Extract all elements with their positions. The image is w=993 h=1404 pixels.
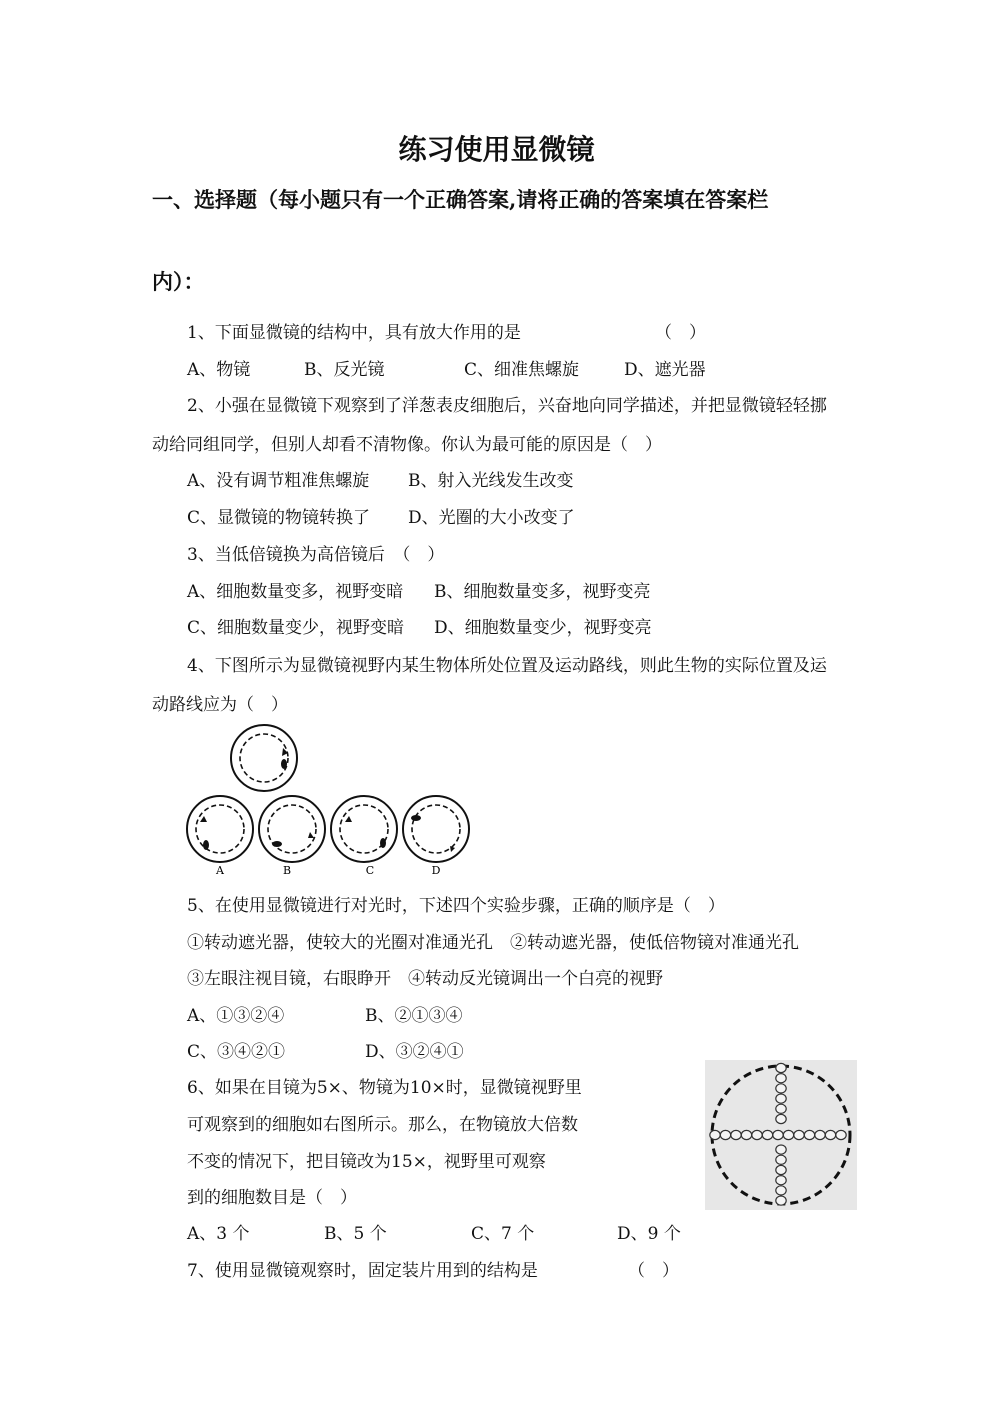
q5-steps-line1: ①转动遮光器，使较大的光圈对准通光孔 ②转动遮光器，使低倍物镜对准通光孔 — [187, 933, 799, 953]
field-view-option-c — [331, 796, 397, 862]
q3-option-d: D、细胞数量变少，视野变亮 — [434, 618, 652, 638]
cell — [776, 1155, 786, 1164]
q2-text-line1: 2、小强在显微镜下观察到了洋葱表皮细胞后，兴奋地向同学描述，并把显微镜轻轻挪 — [187, 396, 827, 416]
q5-steps-line2: ③左眼注视目镜，右眼睁开 ④转动反光镜调出一个白亮的视野 — [187, 969, 663, 989]
cell — [731, 1130, 741, 1139]
cell — [776, 1063, 786, 1072]
q6-text-line3: 不变的情况下，把目镜改为15×，视野里可观察 — [187, 1152, 546, 1172]
cell — [815, 1130, 825, 1139]
q3-option-a: A、细胞数量变多，视野变暗 — [187, 582, 404, 602]
cell — [776, 1145, 786, 1154]
section-heading-line1: 一、选择题（每小题只有一个正确答案,请将正确的答案填在答案栏 — [152, 187, 769, 212]
q1-answer-paren: （ ） — [655, 323, 706, 343]
cell — [720, 1130, 730, 1139]
field-view-original — [231, 725, 297, 791]
page-title: 练习使用显微镜 — [398, 133, 595, 166]
cell — [836, 1130, 846, 1139]
cell — [776, 1084, 786, 1093]
cell — [783, 1130, 793, 1139]
q7-text: 7、使用显微镜观察时，固定装片用到的结构是 — [187, 1261, 538, 1281]
q6-cell-field-figure — [705, 1060, 857, 1210]
cell — [762, 1130, 772, 1139]
q6-text-line2: 可观察到的细胞如右图所示。那么，在物镜放大倍数 — [187, 1115, 578, 1135]
q5-option-a: A、①③②④ — [187, 1006, 285, 1026]
q6-option-b: B、5 个 — [324, 1224, 387, 1244]
q6-option-c: C、7 个 — [471, 1224, 535, 1244]
cell — [741, 1130, 751, 1139]
q6-text-line4: 到的细胞数目是（ ） — [187, 1188, 357, 1208]
cell — [776, 1165, 786, 1174]
q1-option-a: A、物镜 — [187, 360, 251, 380]
q2-option-d: D、光圈的大小改变了 — [408, 508, 575, 528]
q1-option-b: B、反光镜 — [304, 360, 385, 380]
q4-text-line2: 动路线应为（ ） — [152, 695, 288, 715]
cell — [752, 1130, 762, 1139]
cell — [776, 1176, 786, 1185]
cell — [773, 1130, 783, 1139]
section-heading-line2: 内）： — [152, 269, 205, 294]
q4-text-line1: 4、下图所示为显微镜视野内某生物体所处位置及运动路线，则此生物的实际位置及运 — [187, 656, 827, 676]
q4-microscope-field-figure — [180, 722, 480, 882]
cell — [794, 1130, 804, 1139]
cell — [710, 1130, 720, 1139]
field-view-option-a — [187, 796, 253, 862]
q2-option-b: B、射入光线发生改变 — [408, 471, 574, 491]
cell — [776, 1094, 786, 1103]
q1-text: 1、下面显微镜的结构中，具有放大作用的是 — [187, 323, 521, 343]
figure-label-d: D — [431, 864, 441, 877]
figure-label-b: B — [282, 864, 292, 877]
q1-option-c: C、细准焦螺旋 — [464, 360, 580, 380]
q5-option-d: D、③②④① — [365, 1042, 464, 1062]
cell — [825, 1130, 835, 1139]
cell — [776, 1104, 786, 1113]
q3-option-b: B、细胞数量变多，视野变亮 — [434, 582, 651, 602]
q3-option-c: C、细胞数量变少，视野变暗 — [187, 618, 405, 638]
q2-text-line2: 动给同组同学，但别人却看不清物像。你认为最可能的原因是（ ） — [152, 435, 662, 455]
figure-label-c: C — [365, 864, 375, 877]
cell — [776, 1114, 786, 1123]
field-view-option-b — [259, 796, 325, 862]
q2-option-a: A、没有调节粗准焦螺旋 — [187, 471, 370, 491]
q2-option-c: C、显微镜的物镜转换了 — [187, 508, 371, 528]
q5-text: 5、在使用显微镜进行对光时，下述四个实验步骤，正确的顺序是（ ） — [187, 896, 725, 916]
figure-label-a: A — [216, 864, 224, 877]
q7-answer-paren: （ ） — [628, 1261, 679, 1281]
q5-option-b: B、②①③④ — [365, 1006, 463, 1026]
q3-text: 3、当低倍镜换为高倍镜后 （ ） — [187, 545, 445, 565]
cell — [804, 1130, 814, 1139]
q6-option-a: A、3 个 — [187, 1224, 250, 1244]
q1-option-d: D、遮光器 — [624, 360, 706, 380]
field-view-option-d — [403, 796, 469, 862]
cell — [776, 1074, 786, 1083]
q6-text-line1: 6、如果在目镜为5×、物镜为10×时，显微镜视野里 — [187, 1078, 582, 1098]
cell — [776, 1186, 786, 1195]
q6-option-d: D、9 个 — [617, 1224, 681, 1244]
q5-option-c: C、③④②① — [187, 1042, 286, 1062]
cell — [776, 1196, 786, 1205]
